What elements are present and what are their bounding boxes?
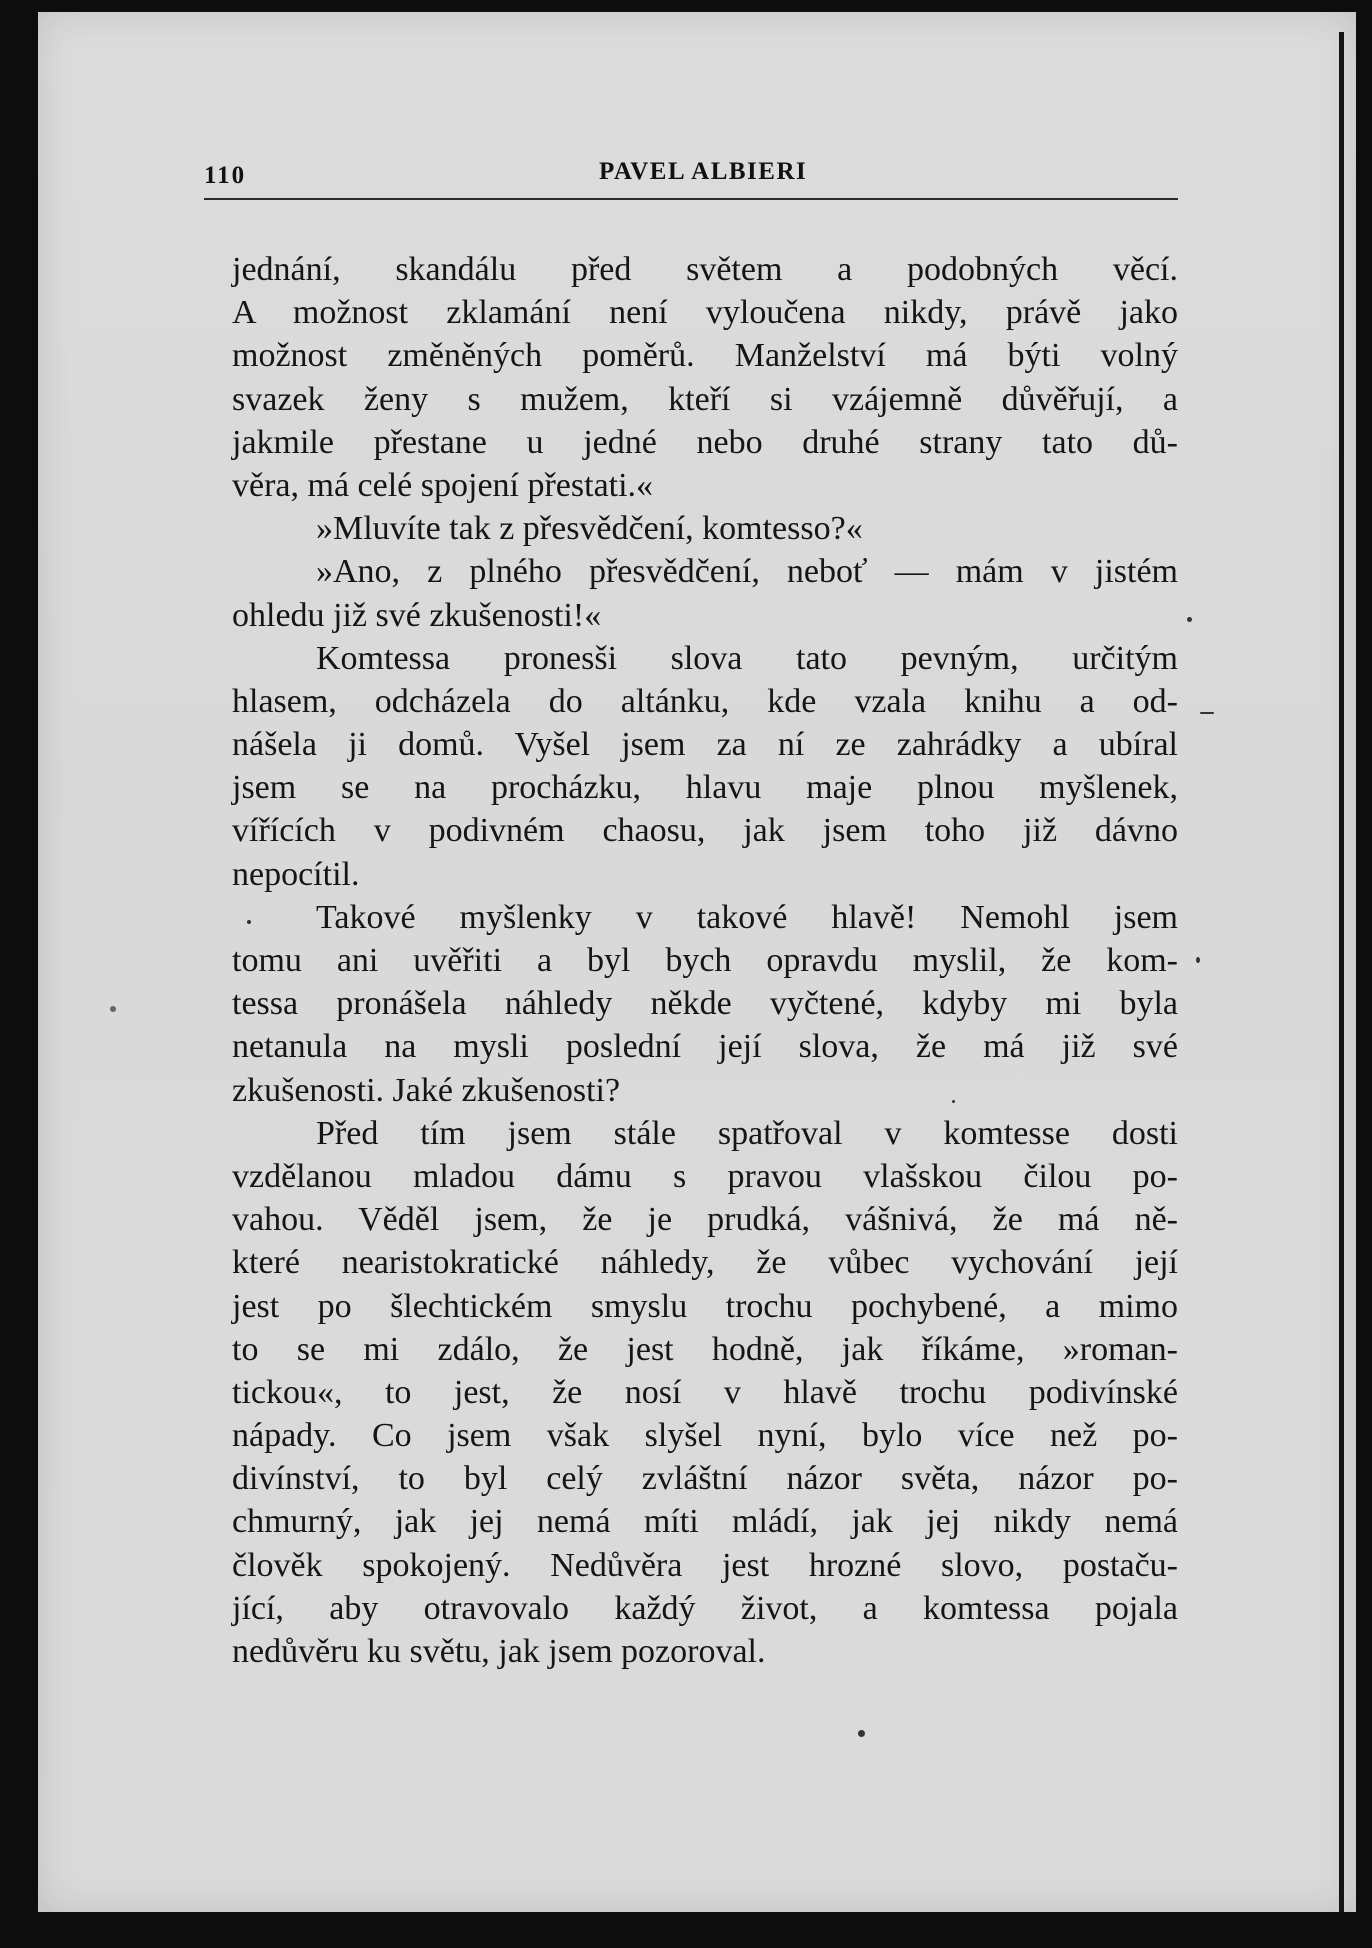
- text-line: Před tím jsem stále spatřoval v komtesse dosti: [316, 1114, 1178, 1152]
- print-speck: [858, 1730, 865, 1737]
- running-head: PAVEL ALBIERI: [599, 158, 808, 185]
- page-number: 110: [204, 162, 247, 189]
- text-line: nápady. Co jsem však slyšel nyní, bylo více než po-: [232, 1417, 1178, 1455]
- text-line: svazek ženy s mužem, kteří si vzájemně důvěřují, a: [232, 380, 1178, 418]
- text-line: hlasem, odcházela do altánku, kde vzala knihu a od-: [232, 682, 1178, 720]
- text-line: tickou«, to jest, že nosí v hlavě trochu podivínské: [232, 1373, 1178, 1411]
- text-line: A možnost zklamání není vyloučena nikdy, právě jako: [232, 294, 1178, 332]
- print-speck: [110, 1006, 116, 1012]
- text-line: vahou. Věděl jsem, že je prudká, vášnivá, že má ně-: [232, 1201, 1178, 1239]
- text-line: vzdělanou mladou dámu s pravou vlašskou čilou po-: [232, 1157, 1178, 1195]
- text-line: jednání, skandálu před světem a podobných věcí.: [232, 251, 1178, 288]
- text-line: jsem se na procházku, hlavu maje plnou myšlenek,: [232, 769, 1178, 807]
- text-line: vířících v podivném chaosu, jak jsem toho již dávno: [232, 812, 1178, 850]
- text-line: nášela ji domů. Vyšel jsem za ní ze zahrádky a ubíral: [232, 726, 1178, 764]
- text-line: to se mi zdálo, že jest hodně, jak říkáme, »roman-: [232, 1330, 1178, 1368]
- text-line: »Ano, z plného přesvědčení, neboť — mám v jistém: [316, 553, 1178, 591]
- print-speck: [1200, 712, 1214, 714]
- print-speck: [1187, 617, 1192, 622]
- body-text: [232, 248, 1178, 1673]
- text-line: jest po šlechtickém smyslu trochu pochybené, a mimo: [232, 1287, 1178, 1325]
- text-line: Takové myšlenky v takové hlavě! Nemohl jsem: [316, 898, 1178, 936]
- text-line: tomu ani uvěřiti a byl bych opravdu myslil, že kom-: [232, 942, 1178, 979]
- text-line: jakmile přestane u jedné nebo druhé strany tato dů-: [232, 423, 1178, 461]
- text-line: chmurný, jak jej nemá míti mládí, jak jej nikdy nemá: [232, 1503, 1178, 1541]
- text-line: divínství, to byl celý zvláštní názor světa, názor po-: [232, 1460, 1178, 1498]
- text-line: nepocítil.: [232, 855, 360, 893]
- text-line: tessa pronášela náhledy někde vyčtené, kdyby mi byla: [232, 985, 1178, 1023]
- print-speck: [952, 1100, 955, 1103]
- page-edge-shadow: [1339, 32, 1344, 1912]
- text-line: které nearistokratické náhledy, že vůbec vychování její: [232, 1244, 1178, 1282]
- text-line: věra, má celé spojení přestati.«: [232, 466, 654, 504]
- text-line: možnost změněných poměrů. Manželství má býti volný: [232, 337, 1178, 375]
- text-line: zkušenosti. Jaké zkušenosti?: [232, 1071, 621, 1109]
- page-header: [204, 158, 1178, 200]
- text-line: jící, aby otravovalo každý život, a komtessa pojala: [232, 1589, 1178, 1627]
- text-line: ohledu již své zkušenosti!«: [232, 596, 602, 634]
- text-line: člověk spokojený. Nedůvěra jest hrozné slovo, postaču-: [232, 1546, 1178, 1584]
- text-line: netanula na mysli poslední její slova, že má již své: [232, 1028, 1178, 1066]
- print-speck: [1196, 957, 1200, 963]
- print-speck: [247, 920, 251, 924]
- text-line: nedůvěru ku světu, jak jsem pozoroval.: [232, 1633, 766, 1670]
- text-line: »Mluvíte tak z přesvědčení, komtesso?«: [316, 510, 863, 548]
- text-line: Komtessa pronesši slova tato pevným, určitým: [316, 639, 1178, 677]
